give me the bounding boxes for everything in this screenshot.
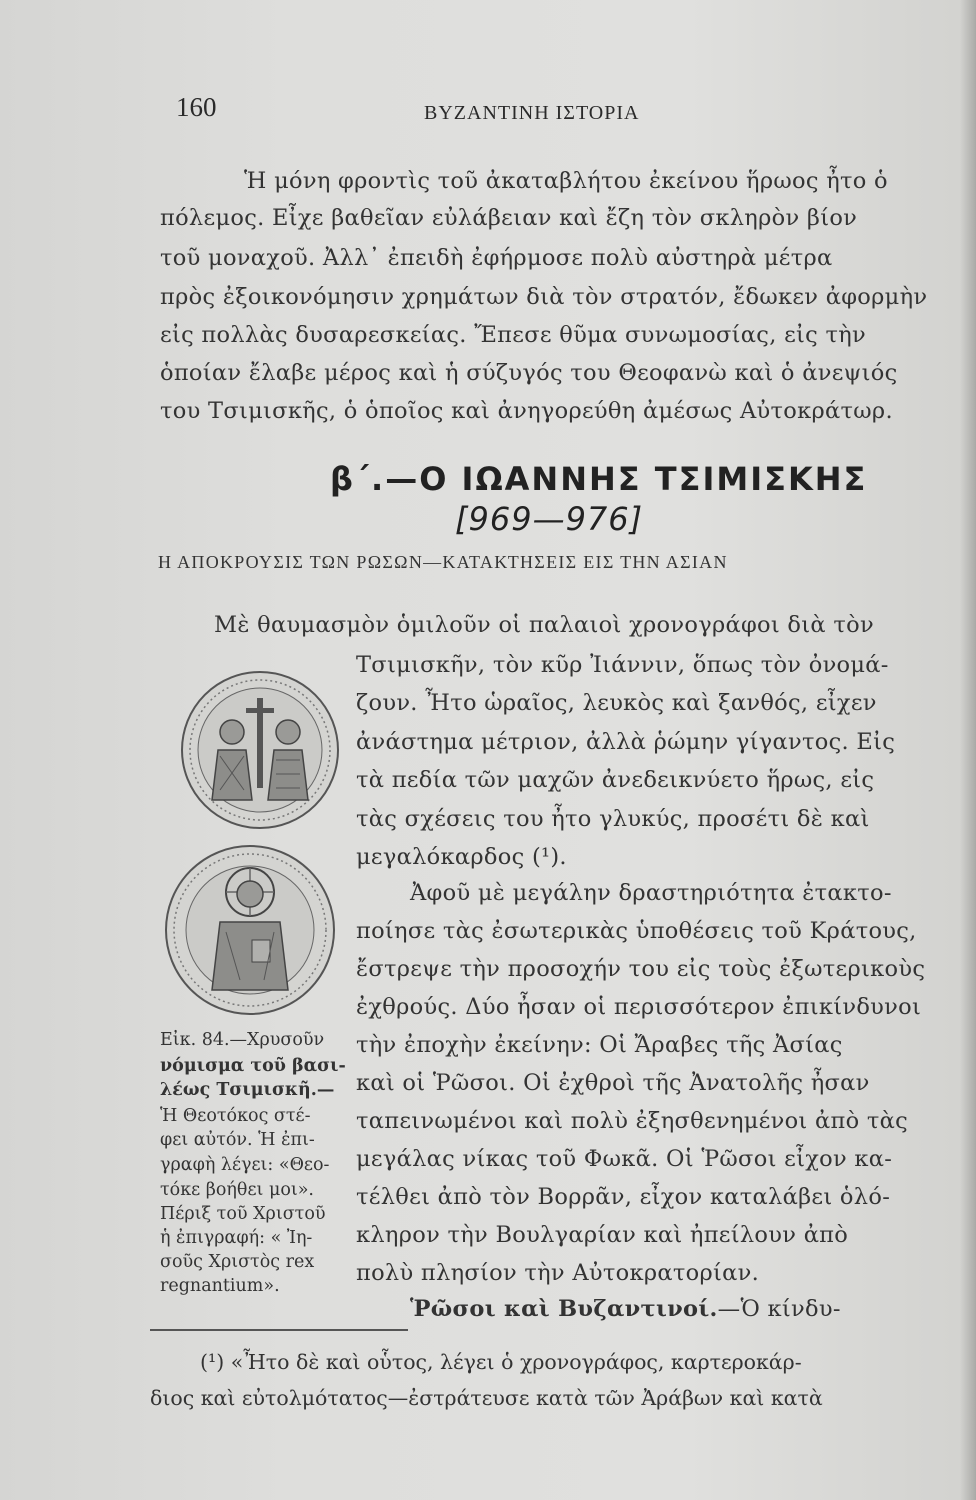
body-line: πολὺ πλησίον τὴν Αὐτοκρατορίαν.	[356, 1260, 760, 1286]
footnote-line: διος καὶ εὐτολμότατος—ἐστράτευσε κατὰ τῶν Ἀράβων καὶ κατὰ	[150, 1386, 823, 1410]
caption-line: σοῦς Χριστὸς rex	[160, 1252, 315, 1272]
body-line: μεγαλόκαρδος (¹).	[356, 844, 567, 870]
footnote-rule	[150, 1329, 408, 1331]
section-dates: [969—976]	[455, 500, 644, 538]
caption-line: γραφὴ λέγει: «Θεο-	[160, 1155, 330, 1175]
intro-line: εἰς πολλὰς δυσαρεσκείας. Ἔπεσε θῦμα συνωμοσίας, εἰς τὴν	[160, 322, 867, 348]
intro-line: του Τσιμισκῆς, ὁ ὁποῖος καὶ ἀνηγορεύθη ἀμέσως Αὐτοκράτωρ.	[160, 398, 893, 424]
body-line: τὴν ἐποχὴν ἐκείνην: Οἱ Ἄραβες τῆς Ἀσίας	[356, 1032, 843, 1058]
coin-illustration	[160, 670, 360, 1030]
body-line: τὰς σχέσεις του ἦτο γλυκύς, προσέτι δὲ καὶ	[356, 806, 870, 832]
footnote-line: (¹) «Ἦτο δὲ καὶ οὗτος, λέγει ὁ χρονογράφος, καρτεροκάρ-	[200, 1350, 802, 1374]
body-line: ἀνάστημα μέτριον, ἀλλὰ ῥώμην γίγαντος. Εἰς	[356, 729, 896, 755]
body-line: ἐχθρούς. Δύο ἦσαν οἱ περισσότερον ἐπικίνδυνοι	[356, 994, 922, 1020]
caption-line: φει αὐτόν. Ἡ ἐπι-	[160, 1130, 315, 1150]
page-header	[176, 92, 896, 132]
intro-line: Ἡ μόνη φροντὶς τοῦ ἀκαταβλήτου ἐκείνου ἥρωος ἦτο ὁ	[244, 168, 888, 194]
page-number: 160	[176, 92, 217, 122]
body-line: Ἀφοῦ μὲ μεγάλην δραστηριότητα ἐτακτο-	[410, 880, 892, 906]
body-line: τὰ πεδία τῶν μαχῶν ἀνεδεικνύετο ἥρως, εἰς	[356, 767, 875, 793]
coin-obverse	[182, 672, 338, 828]
body-line: ταπεινωμένοι καὶ πολὺ ἐξησθενημένοι ἀπὸ τὰς	[356, 1108, 909, 1134]
body-line: ποίησε τὰς ἐσωτερικὰς ὑποθέσεις τοῦ Κράτους,	[356, 918, 917, 944]
caption-line: Εἰκ. 84.—Χρυσοῦν	[160, 1030, 325, 1050]
body-line: καὶ οἱ Ῥῶσοι. Οἱ ἐχθροὶ τῆς Ἀνατολῆς ἦσαν	[356, 1070, 870, 1096]
side-heading-continuation: —Ὁ κίνδυ-	[717, 1296, 841, 1322]
coin-reverse	[166, 846, 334, 1014]
caption-line: λέως Τσιμισκῆ.—	[160, 1080, 335, 1100]
intro-line: πόλεμος. Εἶχε βαθεῖαν εὐλάβειαν καὶ ἔζη τὸν σκληρὸν βίον	[160, 205, 858, 231]
caption-line: ἡ ἐπιγραφή: « Ἰη-	[160, 1228, 313, 1248]
body-line: Μὲ θαυμασμὸν ὁμιλοῦν οἱ παλαιοὶ χρονογράφοι διὰ τὸν	[214, 612, 874, 638]
intro-line: πρὸς ἐξοικονόμησιν χρημάτων διὰ τὸν στρατόν, ἔδωκεν ἀφορμὴν	[160, 284, 928, 310]
caption-line: Ἡ Θεοτόκος στέ-	[160, 1106, 311, 1126]
caption-line: Πέριξ τοῦ Χριστοῦ	[160, 1204, 326, 1224]
body-line: ζουν. Ἦτο ὡραῖος, λευκὸς καὶ ξανθός, εἶχεν	[356, 690, 877, 716]
intro-line: ὁποίαν ἔλαβε μέρος καὶ ἡ σύζυγός του Θεοφανὼ καὶ ὁ ἀνεψιός	[160, 360, 898, 386]
intro-line: τοῦ μοναχοῦ. Ἀλλ᾽ ἐπειδὴ ἐφήρμοσε πολὺ αὐστηρὰ μέτρα	[160, 245, 833, 271]
caption-line: νόμισμα τοῦ βασι-	[160, 1056, 346, 1076]
section-subtitle: Η ΑΠΟΚΡΟΥΣΙΣ ΤΩΝ ΡΩΣΩΝ—ΚΑΤΑΚΤΗΣΕΙΣ ΕΙΣ ΤΗΝ ΑΣΙΑΝ	[158, 552, 728, 572]
caption-line: τόκε βοήθει μοι».	[160, 1180, 314, 1200]
body-line: κληρον τὴν Βουλγαρίαν καὶ ἠπείλουν ἀπὸ	[356, 1222, 849, 1248]
body-line: Τσιμισκῆν, τὸν κῦρ Ἰιάννιν, ὅπως τὸν ὀνομά-	[356, 652, 889, 678]
page-edge-shadow	[960, 0, 976, 1500]
side-heading: Ῥῶσοι καὶ Βυζαντινοί.	[410, 1296, 718, 1322]
running-title: ΒΥΖΑΝΤΙΝΗ ΙΣΤΟΡΙΑ	[424, 102, 640, 124]
section-title: β΄.—Ο ΙΩΑΝΝΗΣ ΤΣΙΜΙΣΚΗΣ	[330, 460, 868, 498]
side-heading-line	[410, 1296, 841, 1322]
body-line: τέλθει ἀπὸ τὸν Βορρᾶν, εἶχον καταλάβει ὁλό-	[356, 1184, 891, 1210]
body-line: μεγάλας νίκας τοῦ Φωκᾶ. Οἱ Ῥῶσοι εἶχον κα-	[356, 1146, 893, 1172]
body-line: ἔστρεψε τὴν προσοχήν του εἰς τοὺς ἐξωτερικοὺς	[356, 956, 926, 982]
caption-line: regnantium».	[160, 1276, 280, 1296]
